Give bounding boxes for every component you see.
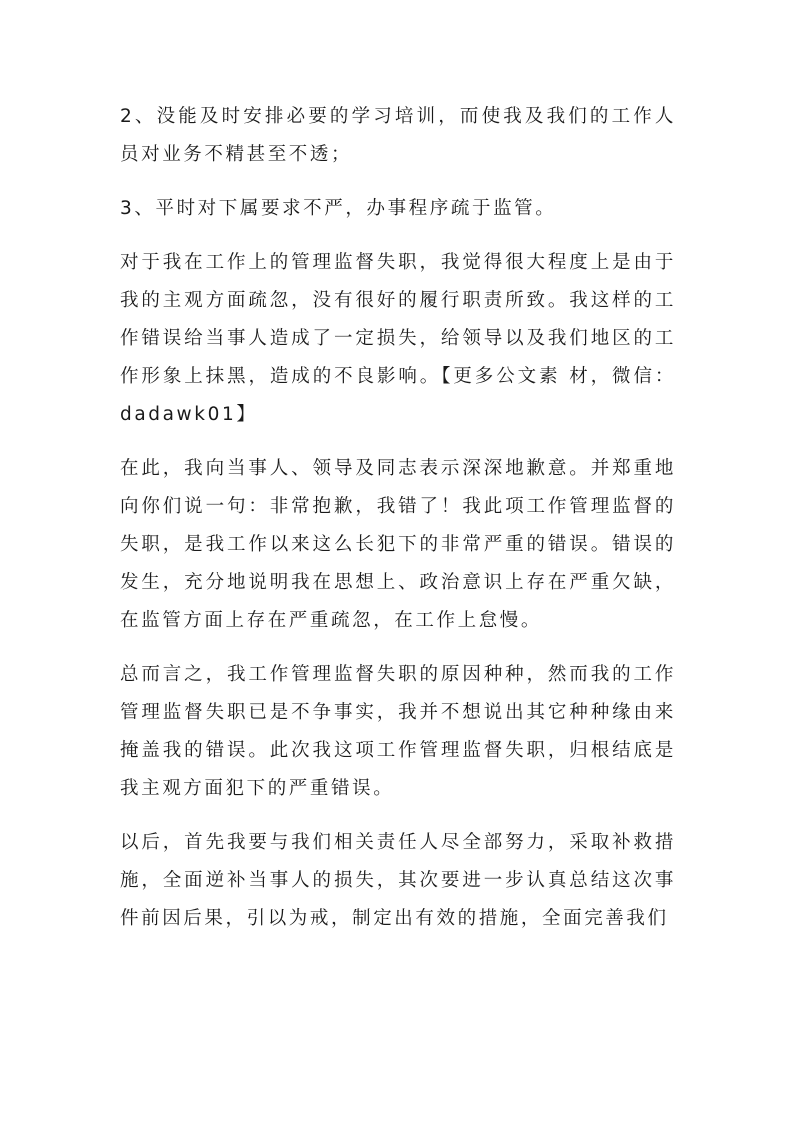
paragraph-summary: 总而言之，我工作管理监督失职的原因种种，然而我的工作管理监督失职已是不争事实，我并不想说出其它种种缘由来掩盖我的错误。此次我这项工作管理监督失职，归根结底是我主观方面犯下的严重错误。 xyxy=(120,664,676,799)
paragraph-item-3: 3、平时对下属要求不严，办事程序疏于监管。 xyxy=(120,198,557,219)
paragraph-apology: 在此，我向当事人、领导及同志表示深深地歉意。并郑重地向你们说一句：非常抱歉，我错了！我此项工作管理监督的失职，是我工作以来这么长犯下的非常严重的错误。错误的发生，充分地说明我在思想上、政治意识上存在严重欠缺，在监管方面上存在严重疏忽，在工作上怠慢。 xyxy=(120,458,676,631)
paragraph-future-actions: 以后，首先我要与我们相关责任人尽全部努力，采取补救措施，全面逆补当事人的损失，其次要进一步认真总结这次事件前因后果，引以为戒，制定出有效的措施，全面完善我们 xyxy=(120,832,676,929)
paragraph-responsibility: 对于我在工作上的管理监督失职，我觉得很大程度上是由于我的主观方面疏忽，没有很好的履行职责所致。我这样的工作错误给当事人造成了一定损失，给领导以及我们地区的工作形象上抹黑，造成的不良影响。【更多公文素 材，微信：dadawk01】 xyxy=(120,252,676,425)
document-body xyxy=(120,98,676,954)
paragraph-item-2: 2、没能及时安排必要的学习培训，而使我及我们的工作人员对业务不精甚至不透； xyxy=(120,106,676,165)
